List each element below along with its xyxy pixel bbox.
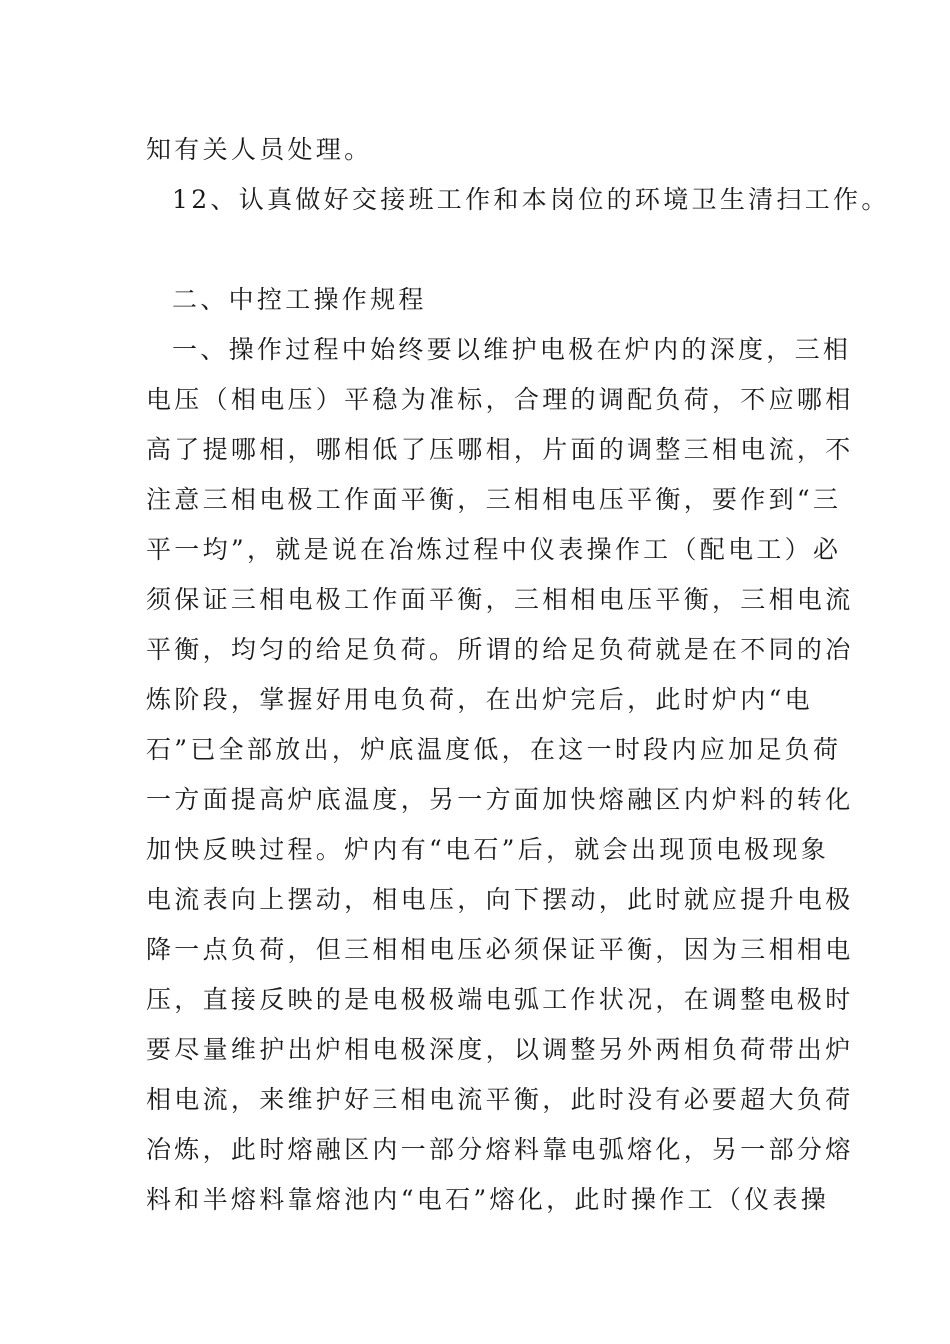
text-line: 平衡，均匀的给足负荷。所谓的给足负荷就是在不同的冶: [146, 635, 854, 664]
text-line: 高了提哪相，哪相低了压哪相，片面的调整三相电流，不: [146, 435, 854, 464]
text-line: 知有关人员处理。: [146, 135, 373, 164]
text-line: 要尽量维护出炉相电极深度，以调整另外两相负荷带出炉: [146, 1035, 854, 1064]
text-line: 料和半熔料靠熔池内“电石”熔化，此时操作工（仪表操: [146, 1185, 830, 1214]
text-line: 注意三相电极工作面平衡，三相相电压平衡，要作到“三: [146, 485, 842, 514]
text-line: 冶炼，此时熔融区内一部分熔料靠电弧熔化，另一部分熔: [146, 1135, 854, 1164]
list-item-12: 12、认真做好交接班工作和本岗位的环境卫生清扫工作。: [172, 185, 890, 214]
text-line: 平一均”，就是说在冶炼过程中仪表操作工（配电工）必: [146, 535, 842, 564]
text-line: 一方面提高炉底温度，另一方面加快熔融区内炉料的转化: [146, 785, 854, 814]
text-line: 电流表向上摆动，相电压，向下摆动，此时就应提升电极: [146, 885, 854, 914]
text-line: 相电流，来维护好三相电流平衡，此时没有必要超大负荷: [146, 1085, 854, 1114]
text-line: 须保证三相电极工作面平衡，三相相电压平衡，三相电流: [146, 585, 854, 614]
text-line: 加快反映过程。炉内有“电石”后，就会出现顶电极现象: [146, 835, 830, 864]
text-line: 降一点负荷，但三相相电压必须保证平衡，因为三相相电: [146, 935, 854, 964]
text-line: 石”已全部放出，炉底温度低，在这一时段内应加足负荷: [146, 735, 842, 764]
text-line: 电压（相电压）平稳为准标，合理的调配负荷，不应哪相: [146, 385, 854, 414]
text-line: 压，直接反映的是电极极端电弧工作状况，在调整电极时: [146, 985, 854, 1014]
paragraph-first-line: 一、操作过程中始终要以维护电极在炉内的深度，三相: [172, 335, 852, 364]
text-line: 炼阶段，掌握好用电负荷，在出炉完后，此时炉内“电: [146, 685, 813, 714]
section-heading: 二、中控工操作规程: [172, 285, 427, 314]
